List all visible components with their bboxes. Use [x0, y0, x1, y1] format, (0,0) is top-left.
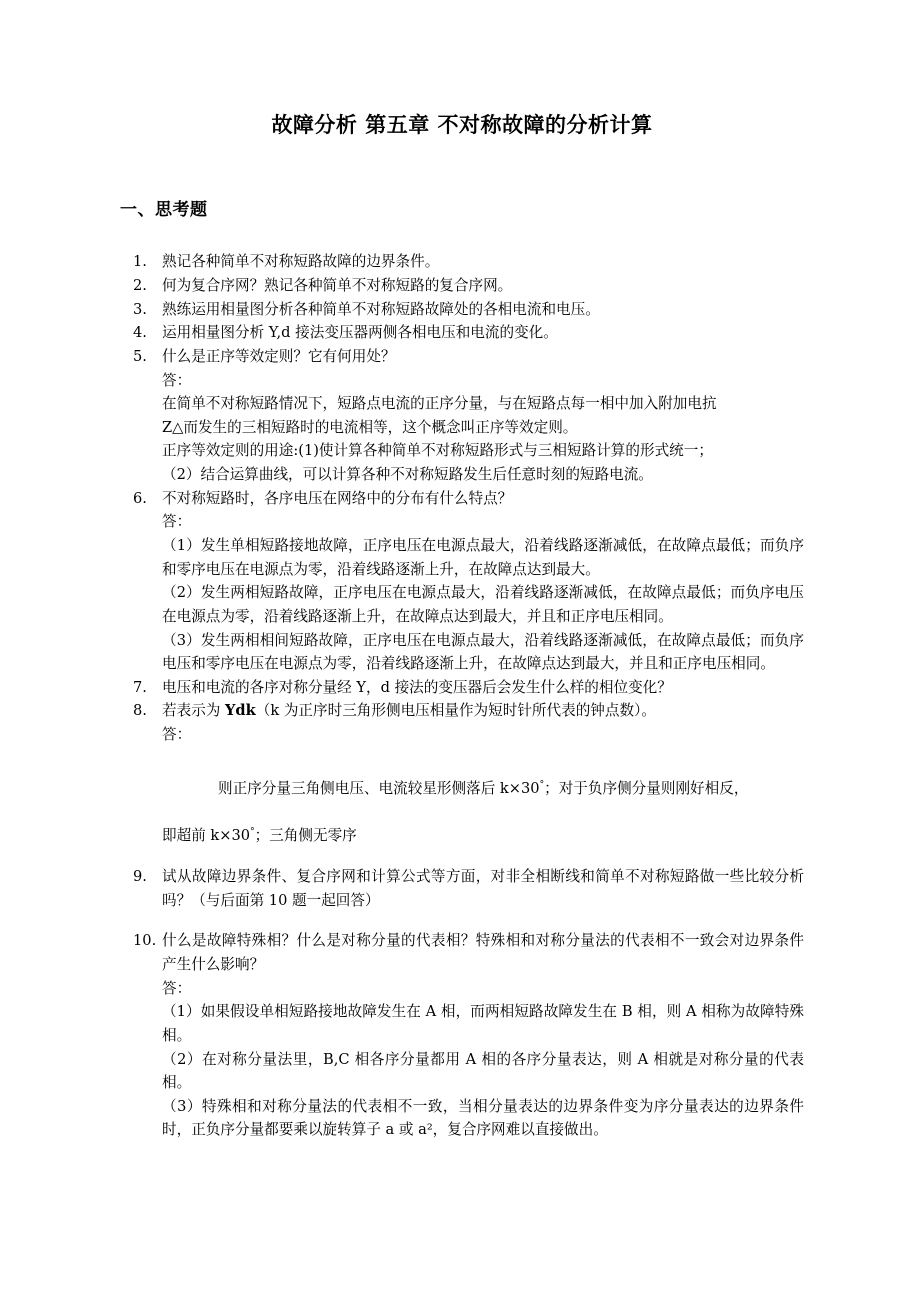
answer-label: 答：	[162, 726, 192, 744]
list-item	[120, 274, 804, 298]
answer-label: 答：	[162, 371, 192, 389]
degree-symbol: °	[250, 827, 255, 838]
list-item	[120, 676, 804, 700]
list-item-number: 8.	[133, 702, 147, 720]
answer-paragraph: Z△而发生的三相短路时的电流相等，这个概念叫正序等效定则。	[162, 418, 578, 436]
list-item-text: 不对称短路时，各序电压在网络中的分布有什么特点？	[162, 489, 513, 507]
list-item-text: 熟练运用相量图分析各种简单不对称短路故障处的各相电流和电压。	[162, 300, 600, 318]
list-item-text: 何为复合序网？熟记各种简单不对称短路的复合序网。	[162, 276, 513, 294]
bold-term-ydk: Ydk	[225, 702, 256, 720]
list-item	[120, 321, 804, 345]
list-item	[120, 298, 804, 322]
list-item	[120, 487, 804, 676]
list-item-number: 5.	[133, 347, 147, 365]
math-line-positive-sequence	[120, 777, 804, 801]
list-item-number: 7.	[133, 678, 147, 696]
answer-paragraph: （2）发生两相短路故障，正序电压在电源点最大，沿着线路逐渐减低，在故障点最低；而负序电压在电源点为零，沿着线路逐渐上升，在故障点达到最大，并且和正序电压相同。	[162, 584, 804, 625]
answer-paragraph: 正序等效定则的用途:(1)使计算各种简单不对称短路形式与三相短路计算的形式统一；	[162, 442, 713, 460]
text-after-bold: （k 为正序时三角形侧电压相量作为短时针所代表的钟点数）。	[255, 702, 656, 720]
list-item-text: 试从故障边界条件、复合序网和计算公式等方面，对非全相断线和简单不对称短路做一些比较分析吗？（与后面第 10 题一起回答）	[162, 868, 804, 909]
question-list	[120, 250, 804, 746]
list-item-text	[162, 699, 804, 723]
answer-paragraph: （2）在对称分量法里，B,C 相各序分量都用 A 相的各序分量表达，则 A 相就是对称分量的代表相。	[162, 1050, 804, 1092]
list-item-text: 运用相量图分析 Y,d 接法变压器两侧各相电压和电流的变化。	[162, 324, 558, 342]
list-item-number: 2.	[133, 276, 147, 294]
answer-paragraph: （3）发生两相相间短路故障，正序电压在电源点最大，沿着线路逐渐减低，在故障点最低；而负序电压和零序电压在电源点为零，沿着线路逐渐上升，在故障点达到最大，并且和正序电压相同。	[162, 631, 804, 673]
list-item	[120, 699, 804, 746]
question-list-continued	[120, 865, 804, 1142]
list-item	[120, 250, 804, 274]
document-content	[120, 0, 804, 1142]
list-item-number: 6.	[133, 489, 147, 507]
list-item	[120, 345, 804, 487]
list-item-text: 什么是正序等效定则？它有何用处？	[162, 347, 396, 365]
answer-paragraph: （2）结合运算曲线，可以计算各种不对称短路发生后任意时刻的短路电流。	[162, 466, 653, 484]
answer-label: 答：	[162, 513, 192, 531]
list-item	[120, 929, 804, 1142]
section-heading-thinking-questions: 一、思考题	[120, 200, 208, 221]
list-item-number: 9.	[133, 868, 147, 886]
list-item-text: 电压和电流的各序对称分量经 Y，d 接法的变压器后会发生什么样的相位变化？	[162, 678, 672, 696]
list-item	[120, 865, 804, 912]
degree-symbol: °	[539, 779, 545, 790]
math-line-suffix: ；三角侧无零序	[254, 827, 357, 845]
answer-paragraph: （3）特殊相和对称分量法的代表相不一致，当相分量表达的边界条件变为序分量表达的边界条件时，正负序分量都要乘以旋转算子 a 或 a²，复合序网难以直接做出。	[162, 1097, 804, 1139]
list-item-text: 熟记各种简单不对称短路故障的边界条件。	[162, 253, 440, 271]
list-item-text: 什么是故障特殊相？什么是对称分量的代表相？特殊相和对称分量法的代表相不一致会对边界条件产生什么影响？	[162, 932, 804, 973]
math-line-negative-sequence	[120, 824, 804, 848]
answer-label: 答：	[162, 979, 192, 997]
math-line-prefix: 即超前 k×30	[162, 827, 251, 845]
text-before-bold: 若表示为	[162, 702, 226, 720]
list-item-number: 4.	[133, 324, 147, 342]
answer-paragraph: 在简单不对称短路情况下，短路点电流的正序分量，与在短路点每一相中加入附加电抗	[162, 395, 717, 413]
answer-paragraph: （1）如果假设单相短路接地故障发生在 A 相，而两相短路故障发生在 B 相，则 A 相称为故障特殊相。	[162, 1003, 804, 1044]
math-line-prefix: 则正序分量三角侧电压、电流较星形侧落后 k×30	[218, 779, 540, 797]
list-item-number: 1.	[133, 253, 147, 271]
list-item-number: 3.	[133, 300, 147, 318]
math-line-suffix: ；对于负序侧分量则刚好相反，	[544, 779, 749, 797]
page-title: 故障分析 第五章 不对称故障的分析计算	[271, 113, 653, 137]
answer-paragraph: （1）发生单相短路接地故障，正序电压在电源点最大，沿着线路逐渐减低，在故障点最低；而负序和零序电压在电源点为零，沿着线路逐渐上升，在故障点达到最大。	[162, 536, 804, 578]
list-item-number: 10.	[133, 932, 157, 950]
